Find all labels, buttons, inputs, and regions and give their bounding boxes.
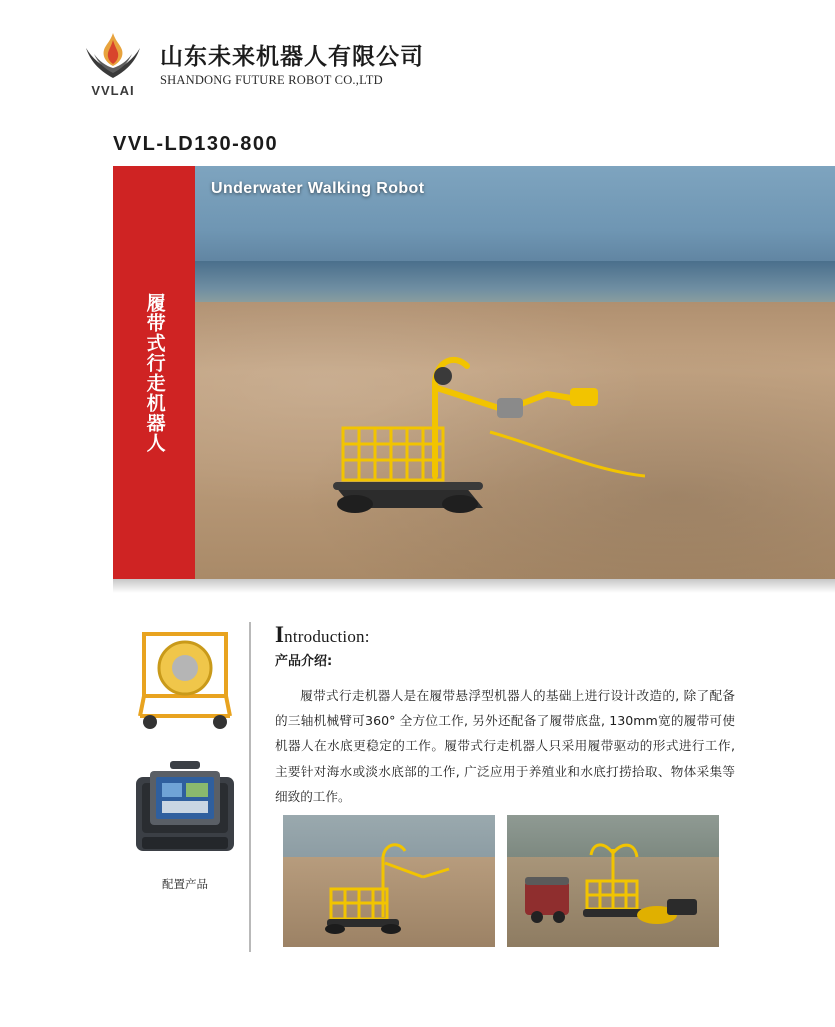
cable-reel-icon	[126, 618, 244, 730]
hero-banner	[113, 166, 835, 579]
thumb2-robot-illustration	[507, 815, 719, 947]
introduction-body: 履带式行走机器人是在履带悬浮型机器人的基础上进行设计改造的, 除了配备的三轴机械臂可360° 全方位工作, 另外还配备了履带底盘, 130mm宽的履带可使机器人在水底更稳定的工作。履带式行走机器人只采用履带驱动的形式进行工作, 主要针对海水或淡水底部的工作, 广泛应用于养殖业和水底打捞拾取、物体采集等细致的工作。	[275, 688, 735, 804]
accessory-caption: 配置产品	[162, 877, 208, 891]
company-name-en: SHANDONG FUTURE ROBOT CO.,LTD	[160, 73, 383, 88]
vertical-divider	[249, 622, 251, 952]
flame-lotus-logo-icon	[80, 30, 146, 82]
product-model-number: VVL-LD130-800	[113, 133, 279, 155]
introduction-section	[275, 622, 735, 809]
logo-wordmark: VVLAI	[91, 83, 135, 98]
thumbnail-robot-with-generator	[507, 815, 719, 947]
thumbnail-row	[283, 815, 719, 947]
introduction-title	[275, 622, 735, 648]
introduction-title-rest: ntroduction:	[284, 627, 370, 646]
thumbnail-robot-shallow-water	[283, 815, 495, 947]
hero-shadow	[113, 579, 835, 593]
accessory-column	[125, 618, 245, 892]
company-name-block	[160, 44, 424, 88]
thumb1-robot-illustration	[283, 815, 495, 947]
control-case-icon	[126, 755, 244, 863]
company-logo	[80, 30, 146, 102]
hero-photo	[195, 166, 835, 579]
underwater-robot-illustration	[315, 336, 645, 536]
hero-side-tab-text: 履带式行走机器人	[143, 292, 166, 453]
introduction-title-cn: 产品介绍:	[275, 654, 333, 669]
company-name-cn: 山东未来机器人有限公司	[160, 43, 424, 70]
introduction-title-initial: I	[275, 622, 285, 647]
brand-header	[80, 30, 424, 102]
hero-label-en: Underwater Walking Robot	[211, 180, 425, 197]
hero-side-tab	[113, 166, 195, 579]
